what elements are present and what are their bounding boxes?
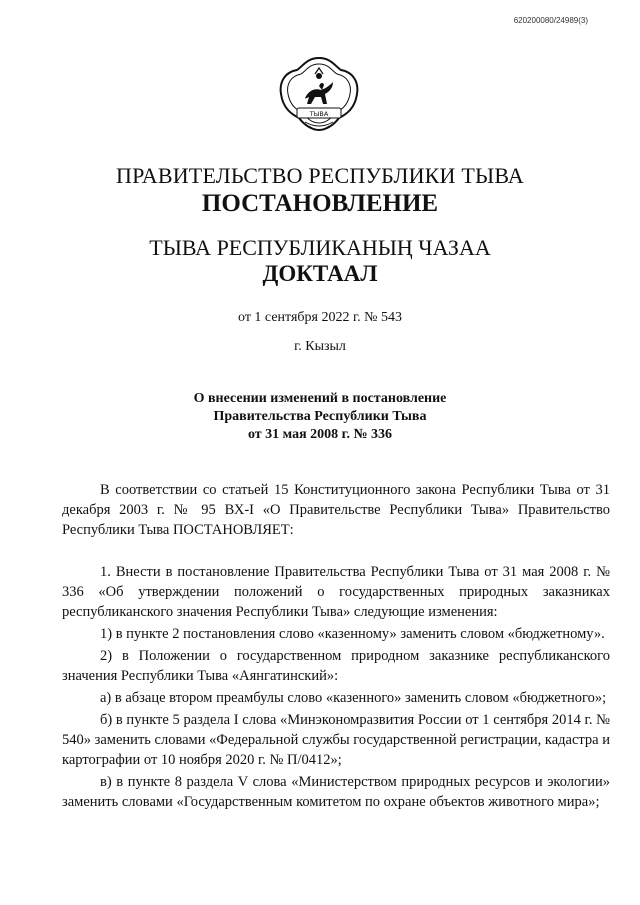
government-name-tyv: ТЫВА РЕСПУБЛИКАНЫҢ ЧАЗАА xyxy=(149,235,491,260)
body-paragraph: 1) в пункте 2 постановления слово «казенному» заменить словом «бюджетному». xyxy=(100,626,605,642)
decree-label-ru: ПОСТАНОВЛЕНИЕ xyxy=(201,190,439,217)
government-name-ru: ПРАВИТЕЛЬСТВО РЕСПУБЛИКИ ТЫВА xyxy=(116,163,524,188)
decree-date-number: от 1 сентября 2022 г. № 543 xyxy=(238,310,402,325)
document-id: 620200080/24989(3) xyxy=(513,16,588,25)
decree-label-tyv: ДОКТААЛ xyxy=(262,261,378,286)
decree-title-line: Правительства Республики Тыва xyxy=(213,409,427,424)
body-paragraph: 1. Внести в постановление Правительства Республики Тыва от 31 мая 2008 г. № 336 «Об утверждении положений о государственных природных заказниках республиканского значения Республики Тыва» следующие изменения: xyxy=(62,564,610,620)
decree-city: г. Кызыл xyxy=(294,339,346,354)
decree-title xyxy=(0,390,640,444)
body-paragraph: б) в пункте 5 раздела I слова «Минэкономразвития России от 1 сентября 2014 г. № 540» заменить словами «Федеральной службы государственной регистрации, кадастра и картографии от 10 ноября 2020 г. № П/0412»; xyxy=(62,712,610,768)
body-paragraph: 2) в Положении о государственном природном заказнике республиканского значения Республики Тыва «Аянгатинский»: xyxy=(62,648,610,684)
decree-title-line: от 31 мая 2008 г. № 336 xyxy=(247,427,393,442)
tuva-emblem-icon xyxy=(275,52,363,148)
body-paragraph: в) в пункте 8 раздела V слова «Министерством природных ресурсов и экологии» заменить словами «Государственным комитетом по охране объектов животного мира»; xyxy=(62,774,610,810)
decree-body xyxy=(62,480,610,814)
emblem-label: ТЫВА xyxy=(309,110,329,118)
body-paragraph: В соответствии со статьей 15 Конституционного закона Республики Тыва от 31 декабря 2003 г. № 95 ВХ-I «О Правительстве Республики Тыва» Правительство Республики Тыва ПОСТАНОВЛЯЕТ: xyxy=(62,482,610,538)
body-paragraph: а) в абзаце втором преамбулы слово «казенного» заменить словом «бюджетного»; xyxy=(100,690,607,706)
decree-title-line: О внесении изменений в постановление xyxy=(193,391,447,406)
